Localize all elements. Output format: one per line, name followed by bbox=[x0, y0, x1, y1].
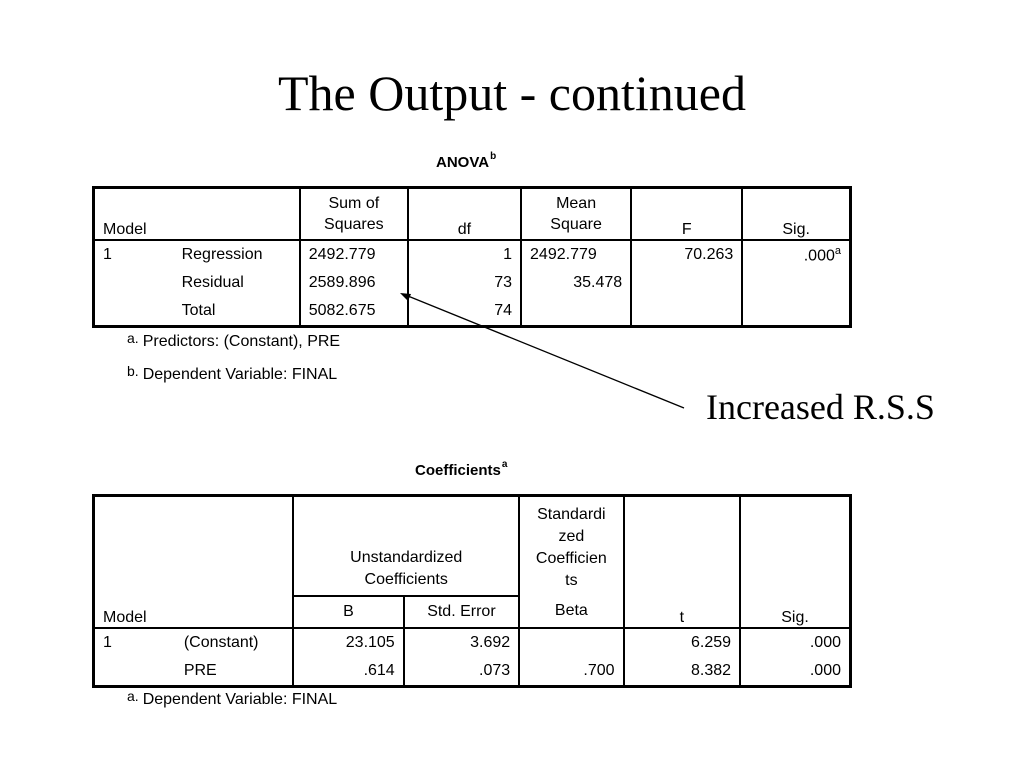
coef-header-unstd: Unstandardized Coefficients bbox=[293, 496, 519, 596]
anova-cell-df: 1 bbox=[408, 240, 521, 269]
annotation-text: Increased R.S.S bbox=[706, 387, 935, 427]
coef-title-footnote: a bbox=[501, 459, 508, 470]
anova-cell-ss: 2589.896 bbox=[300, 269, 408, 297]
table-row bbox=[94, 628, 851, 657]
coef-header-model: Model bbox=[94, 496, 294, 629]
coefficients-table bbox=[92, 494, 852, 688]
anova-cell-df: 74 bbox=[408, 297, 521, 327]
coef-cell-b: .614 bbox=[293, 657, 403, 687]
coef-cell-sig: .000 bbox=[809, 662, 841, 679]
anova-cell-ss: 2492.779 bbox=[300, 240, 408, 269]
anova-cell-ss: 5082.675 bbox=[300, 297, 408, 327]
coef-header-std: Standardi zed Coefficien ts bbox=[519, 496, 623, 596]
coef-cell-beta bbox=[519, 628, 623, 657]
anova-cell-df: 73 bbox=[408, 269, 521, 297]
anova-title-text: ANOVA bbox=[436, 154, 490, 171]
anova-header-model: Model bbox=[103, 221, 147, 238]
table-row bbox=[94, 657, 851, 687]
anova-cell-ms: 2492.779 bbox=[521, 240, 631, 269]
anova-cell-sig: .000$^a$ bbox=[803, 244, 841, 265]
coef-header-se: Std. Error bbox=[404, 596, 519, 628]
anova-cell-ms: 35.478 bbox=[521, 269, 631, 297]
anova-row-label: Regression bbox=[174, 240, 300, 269]
coef-row-label: PRE bbox=[176, 657, 293, 687]
anova-model-number: 1 bbox=[103, 246, 112, 263]
coef-header-t: t bbox=[624, 496, 740, 629]
coef-header-beta: Beta bbox=[519, 596, 623, 628]
anova-header-ms: Mean Square bbox=[521, 188, 631, 241]
coef-title bbox=[415, 461, 507, 479]
anova-header-ss: Sum of Squares bbox=[300, 188, 408, 241]
anova-row-label: Residual bbox=[174, 269, 300, 297]
anova-cell-f: 70.263 bbox=[631, 240, 742, 269]
coef-row-label: (Constant) bbox=[176, 628, 293, 657]
slide-title: The Output - continued bbox=[278, 65, 746, 121]
anova-header-sig: Sig. bbox=[782, 221, 810, 238]
coef-note-a: a. Dependent Variable: FINAL bbox=[127, 688, 338, 708]
coef-cell-t: 6.259 bbox=[624, 628, 740, 657]
coef-header-row-1 bbox=[94, 496, 851, 596]
anova-header-df: df bbox=[408, 188, 521, 241]
anova-note-b: b. Dependent Variable: FINAL bbox=[127, 363, 338, 383]
coef-cell-se: 3.692 bbox=[404, 628, 519, 657]
coef-cell-beta: .700 bbox=[519, 657, 623, 687]
coef-cell-se: .073 bbox=[404, 657, 519, 687]
anova-row-label: Total bbox=[174, 297, 300, 327]
coef-cell-sig: .000 bbox=[809, 634, 841, 651]
coef-cell-t: 8.382 bbox=[624, 657, 740, 687]
anova-sig-footnote: a bbox=[834, 244, 841, 257]
coef-cell-b: 23.105 bbox=[293, 628, 403, 657]
anova-title-footnote: b bbox=[490, 151, 497, 162]
coef-header-b: B bbox=[293, 596, 403, 628]
coef-model-number: 1 bbox=[103, 634, 112, 651]
coef-header-sig: Sig. bbox=[740, 496, 850, 629]
coef-title-text: Coefficients bbox=[415, 462, 501, 479]
anova-note-a: a. Predictors: (Constant), PRE bbox=[127, 330, 341, 350]
anova-header-f: F bbox=[631, 188, 742, 241]
